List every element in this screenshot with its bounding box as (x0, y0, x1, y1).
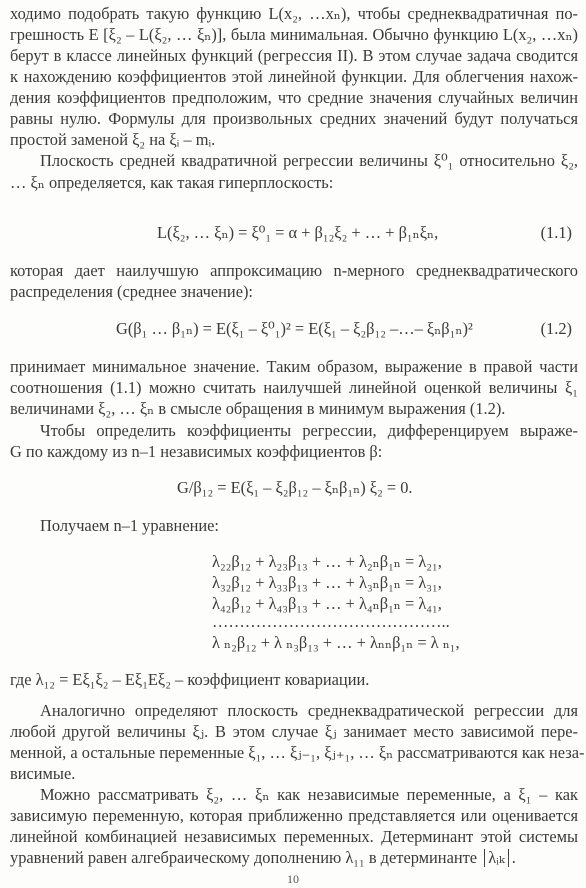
text-line: Аналогично определяют плоскость среднеквадратической регрессии для (40, 701, 578, 720)
system-dots-row: …………………………………….. (212, 612, 450, 631)
text-line: висимые. (10, 764, 76, 783)
text-line: к нахождению коэффициентов этой линейной функции. Для облегчения нахож- (10, 67, 578, 86)
text-line: где λ₁₂ = Eξ₁ξ₂ – Eξ₁Eξ₂ – коэффициент ковариации. (10, 670, 370, 689)
equation-number-1-1: (1.1) (540, 223, 572, 242)
page-number: 10 (287, 872, 299, 886)
text-line: величинами ξ₂, … ξₙ в смысле обращения в минимум выражения (1.2). (10, 399, 506, 418)
equation-1-2: G(β₁ … β₁ₙ) = E(ξ₁ – ξ⁰₁)² = E(ξ₁ – ξ₂β₁₂ –…– ξₙβ₁ₙ)² (116, 319, 473, 338)
text-line: Получаем n–1 уравнение: (40, 516, 219, 535)
system-equation-row: λ₃₂β₁₂ + λ₃₃β₁₃ + … + λ₃ₙβ₁ₙ = λ₃₁, (212, 573, 442, 592)
determinant-expression: λᵢₖ (488, 848, 505, 867)
text-line: Можно рассматривать ξ₂, … ξₙ как независимые переменные, а ξ₁ – как (40, 785, 578, 804)
equation-derivative: G/β₁₂ = E(ξ₁ – ξ₂β₁₂ – ξₙβ₁ₙ) ξ₂ = 0. (177, 478, 413, 497)
text-line: принимает минимальное значение. Таким образом, выражение в правой части (10, 357, 578, 376)
determinant-bar-left (484, 849, 485, 867)
text-fragment: уравнений равен алгебраическому дополнению λ₁₁ в детерминанте (10, 848, 478, 867)
text-line: зависимую переменную, которая приближенно представляется или оценивается (10, 806, 578, 825)
text-line: соотношения (1.1) можно считать наилучшей линейной оценкой величины ξ₁ (10, 378, 578, 397)
text-line: берут в классе линейных функций (регрессия II). В этом случае задача сводится (10, 46, 578, 65)
system-equation-row: λ₂₂β₁₂ + λ₂₃β₁₃ + … + λ₂ₙβ₁ₙ = λ₂₁, (212, 552, 442, 571)
equation-1-1: L(ξ₂, … ξₙ) = ξ⁰₁ = α + β₁₂ξ₂ + … + β₁ₙξₙ, (157, 223, 439, 242)
text-line: любой другой величины ξⱼ. В этом случае ξⱼ занимает место зависимой пере- (10, 722, 578, 741)
text-line: которая дает наилучшую аппроксимацию n-мерного среднеквадратического (10, 261, 578, 280)
text-line: Плоскость средней квадратичной регрессии величины ξ⁰₁ относительно ξ₂, (40, 151, 578, 170)
text-line: равны нулю. Формулы для произвольных средних значений будут получаться (10, 109, 578, 128)
determinant-bar-right (508, 849, 509, 867)
text-line: линейной комбинацией независимых переменных. Детерминант этой системы (10, 827, 578, 846)
text-line: распределения (среднее значение): (10, 282, 253, 301)
text-line: ходимо подобрать такую функцию L(x₂, …xₙ), чтобы среднеквадратичная по- (10, 4, 578, 23)
text-line: … ξₙ определяется, как такая гиперплоскость: (10, 173, 334, 192)
text-line: грешность E [ξ₂ – L(ξ₂, … ξₙ)], была минимальная. Обычно функцию L(x₂, …xₙ) (10, 25, 578, 44)
equation-number-1-2: (1.2) (540, 319, 572, 338)
text-line: дения коэффициентов предположим, что средние значения случайных величин (10, 88, 578, 107)
text-line: простой заменой ξ₂ на ξᵢ – mᵢ. (10, 130, 216, 149)
system-equation-row: λ ₙ₂β₁₂ + λ ₙ₃β₁₃ + … + λₙₙβ₁ₙ = λ ₙ₁, (212, 633, 460, 652)
text-fragment: . (511, 848, 516, 867)
system-equation-row: λ₄₂β₁₂ + λ₄₃β₁₃ + … + λ₄ₙβ₁ₙ = λ₄₁, (212, 594, 442, 613)
text-line: G по каждому из n–1 независимых коэффициентов β: (10, 442, 383, 461)
text-line (10, 848, 578, 868)
text-line: менной, а остальные переменные ξ₁, … ξⱼ₋₁, ξⱼ₊₁, … ξₙ рассматриваются как неза- (10, 743, 585, 762)
text-line: Чтобы определить коэффициенты регрессии, дифференцируем выраже- (40, 421, 578, 440)
